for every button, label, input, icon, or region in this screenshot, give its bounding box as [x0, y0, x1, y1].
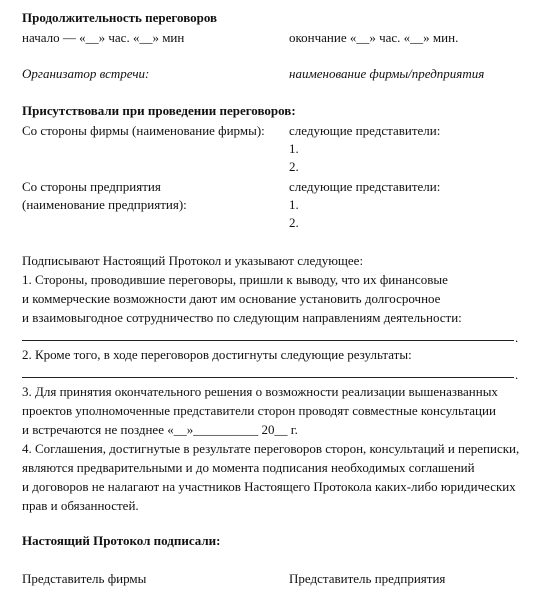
enterprise-rep-item: 2.	[289, 215, 299, 230]
enterprise-reps-label: следующие представители:	[289, 179, 441, 194]
p2-end-period: .	[515, 367, 519, 382]
p3-line: проектов уполномоченные представители сторон проводят совместные консультации	[22, 403, 496, 418]
firm-reps-label: следующие представители:	[289, 123, 441, 138]
signatures-heading: Настоящий Протокол подписали:	[22, 533, 221, 548]
attendees-heading: Присутствовали при проведении переговоров:	[22, 103, 296, 118]
p4-line: являются предварительными и до момента подписания необходимых соглашений	[22, 460, 475, 475]
firm-label: Со стороны фирмы (наименование фирмы):	[22, 123, 265, 138]
enterprise-rep-item: 1.	[289, 197, 299, 212]
duration-start: начало — «__» час. «__» мин	[22, 30, 185, 45]
p3-line: и встречаются не позднее «__»__________ 20__ г.	[22, 422, 298, 437]
p2-line: 2. Кроме того, в ходе переговоров достигнуты следующие результаты:	[22, 347, 412, 362]
firm-representative-label: Представитель фирмы	[22, 571, 147, 586]
p4-line: 4. Соглашения, достигнутые в результате переговоров сторон, консультаций и переписки,	[22, 441, 520, 456]
firm-rep-item: 1.	[289, 141, 299, 156]
organizer-value: наименование фирмы/предприятия	[289, 66, 485, 81]
p4-line: и договоров не налагают на участников Настоящего Протокола каких-либо юридических	[22, 479, 516, 494]
firm-rep-item: 2.	[289, 159, 299, 174]
p1-line: 1. Стороны, проводившие переговоры, пришли к выводу, что их финансовые	[22, 272, 448, 287]
enterprise-label-line2: (наименование предприятия):	[22, 197, 187, 212]
duration-heading: Продолжительность переговоров	[22, 10, 218, 25]
p4-line: прав и обязанностей.	[22, 498, 139, 513]
p3-line: 3. Для принятия окончательного решения о возможности реализации вышеназванных	[22, 384, 498, 399]
enterprise-label-line1: Со стороны предприятия	[22, 179, 161, 194]
organizer-label: Организатор встречи:	[22, 66, 150, 81]
duration-end: окончание «__» час. «__» мин.	[289, 30, 459, 45]
p1-end-period: .	[515, 330, 519, 345]
enterprise-representative-label: Представитель предприятия	[289, 571, 446, 586]
body-intro: Подписывают Настоящий Протокол и указывают следующее:	[22, 253, 364, 268]
p1-fill-line	[22, 340, 514, 341]
p2-fill-line	[22, 377, 514, 378]
p1-line: и коммерческие возможности дают им основание установить долгосрочное	[22, 291, 441, 306]
p1-line: и взаимовыгодное сотрудничество по следующим направлениям деятельности:	[22, 310, 462, 325]
